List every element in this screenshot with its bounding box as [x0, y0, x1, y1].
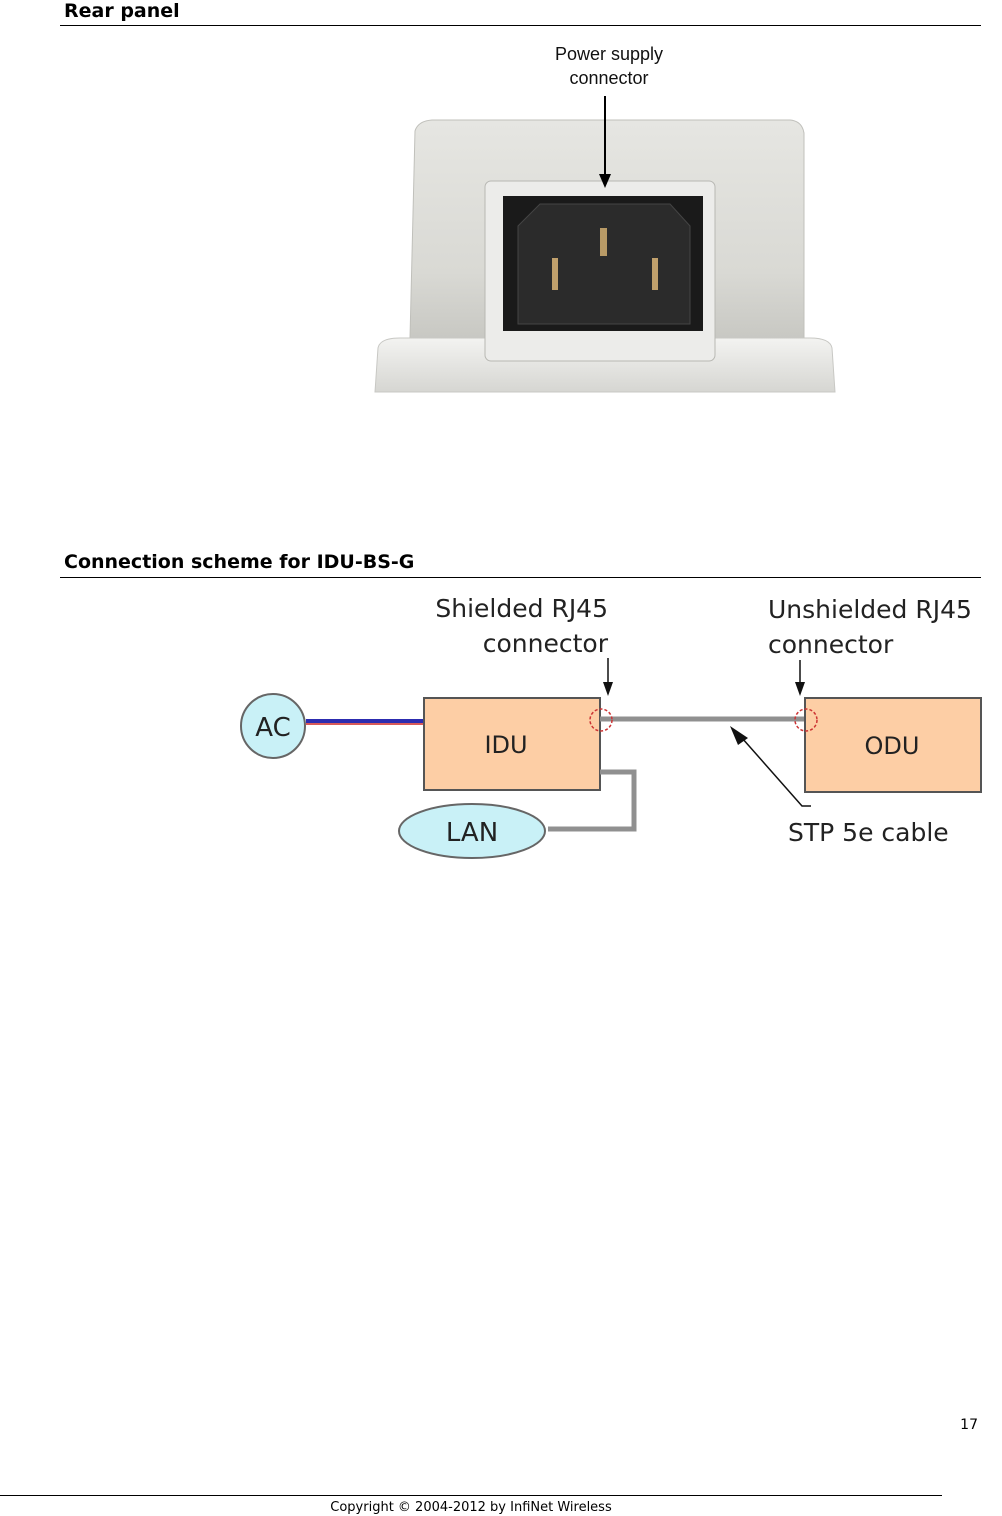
idu-label: IDU	[484, 731, 528, 759]
footer-divider	[0, 1495, 942, 1496]
shielded-label-line1: Shielded RJ45	[435, 594, 608, 623]
page-number: 17	[960, 1417, 978, 1433]
stp-cable-label: STP 5e cable	[788, 818, 949, 847]
section-title-rear-panel: Rear panel	[60, 0, 981, 26]
unshielded-label-line2: connector	[768, 630, 894, 659]
shielded-label-line2: connector	[482, 629, 608, 658]
power-connector-callout-line1: Power supply	[554, 44, 664, 64]
lan-label: LAN	[445, 818, 499, 848]
footer-copyright: Copyright © 2004-2012 by InfiNet Wireless	[330, 1500, 612, 1515]
connection-diagram	[230, 588, 1002, 868]
ac-label: AC	[255, 713, 291, 743]
unshielded-label-line1: Unshielded RJ45	[768, 595, 972, 624]
rear-panel-photo	[370, 36, 840, 396]
pin-live	[552, 258, 558, 290]
power-connector-callout-line2: connector	[569, 68, 649, 88]
odu-label: ODU	[864, 732, 920, 760]
pin-neutral	[652, 258, 658, 290]
pin-earth	[600, 228, 607, 256]
section-title-connection-scheme: Connection scheme for IDU-BS-G	[60, 551, 981, 578]
